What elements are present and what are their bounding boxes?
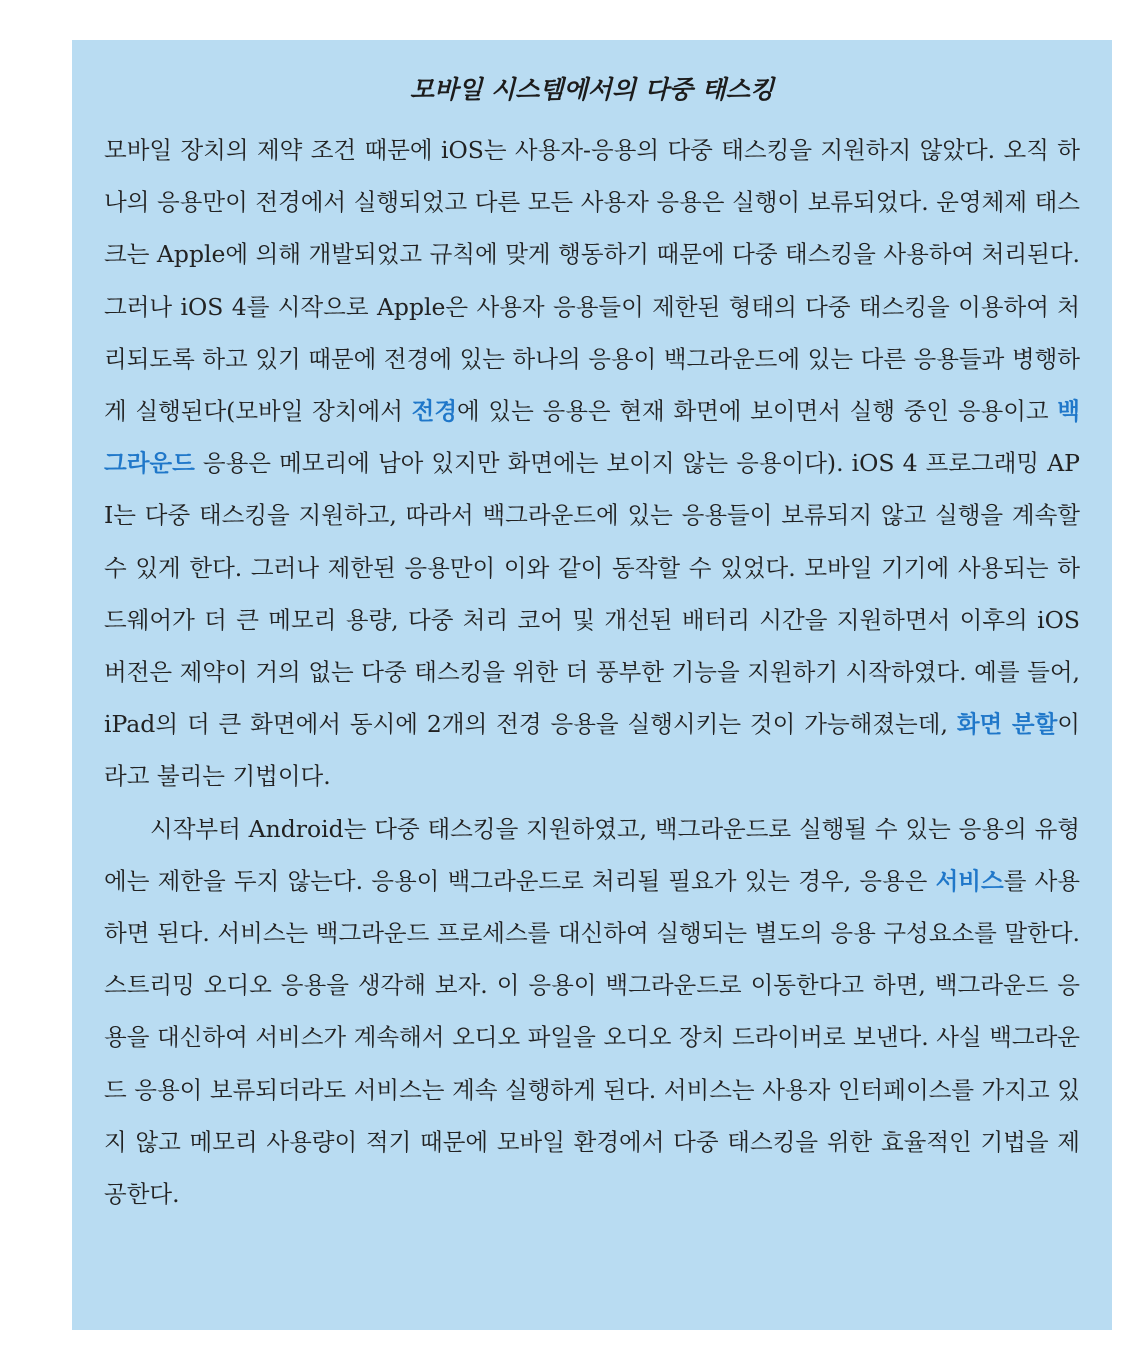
sidebar-box [72, 40, 1112, 1330]
text-run: 를 사용하면 된다. 서비스는 백그라운드 프로세스를 대신하여 실행되는 별도의 응용 구성요소를 말한다. 스트리밍 오디오 응용을 생각해 보자. 이 응용이 백그라운드로 이동한다고 하면, 백그라운드 응용을 대신하여 서비스가 계속해서 오디오 파일을 오디오 장치 드라이버로 보낸다. 사실 백그라운드 응용이 보류되더라도 서비스는 계속 실행하게 된다. 서비스는 사용자 인터페이스를 가지고 있지 않고 메모리 사용량이 적기 때문에 모바일 환경에서 다중 태스킹을 위한 효율적인 기법을 제공한다. [104, 866, 1080, 1209]
keyword-background: 백그라운드 [104, 397, 1080, 478]
keyword-foreground: 전경 [411, 397, 458, 426]
text-run: 에 있는 응용은 현재 화면에 보이면서 실행 중인 응용이고 [457, 397, 1058, 426]
keyword-split-screen: 화면 분할 [956, 710, 1058, 739]
text-run: 응용은 메모리에 남아 있지만 화면에는 보이지 않는 응용이다). iOS 4 프로그래밍 API는 다중 태스킹을 지원하고, 따라서 백그라운드에 있는 응용들이 보류되지 않고 실행을 계속할 수 있게 한다. 그러나 제한된 응용만이 이와 같이 동작할 수 있었다. 모바일 기기에 사용되는 하드웨어가 더 큰 메모리 용량, 다중 처리 코어 및 개선된 배터리 시간을 지원하면서 이후의 iOS 버전은 제약이 거의 없는 다중 태스킹을 위한 더 풍부한 기능을 지원하기 시작하였다. 예를 들어, iPad의 더 큰 화면에서 동시에 2개의 전경 응용을 실행시키는 것이 가능해졌는데, [104, 449, 1080, 739]
keyword-service: 서비스 [935, 866, 1004, 895]
paragraph-android [104, 803, 1080, 1221]
paragraph-ios [104, 124, 1080, 803]
text-run: 이라고 불리는 기법이다. [104, 710, 1080, 791]
text-run: 모바일 장치의 제약 조건 때문에 iOS는 사용자-응용의 다중 태스킹을 지원하지 않았다. 오직 하나의 응용만이 전경에서 실행되었고 다른 모든 사용자 응용은 실행이 보류되었다. 운영체제 태스크는 Apple에 의해 개발되었고 규칙에 맞게 행동하기 때문에 다중 태스킹을 사용하여 처리된다. 그러나 iOS 4를 시작으로 Apple은 사용자 응용들이 제한된 형태의 다중 태스킹을 이용하여 처리되도록 하고 있기 때문에 전경에 있는 하나의 응용이 백그라운드에 있는 다른 응용들과 병행하게 실행된다(모바일 장치에서 [104, 136, 1080, 426]
sidebar-title: 모바일 시스템에서의 다중 태스킹 [409, 75, 775, 104]
text-run: 시작부터 Android는 다중 태스킹을 지원하였고, 백그라운드로 실행될 수 있는 응용의 유형에는 제한을 두지 않는다. 응용이 백그라운드로 처리될 필요가 있는 경우, 응용은 [104, 814, 1080, 895]
